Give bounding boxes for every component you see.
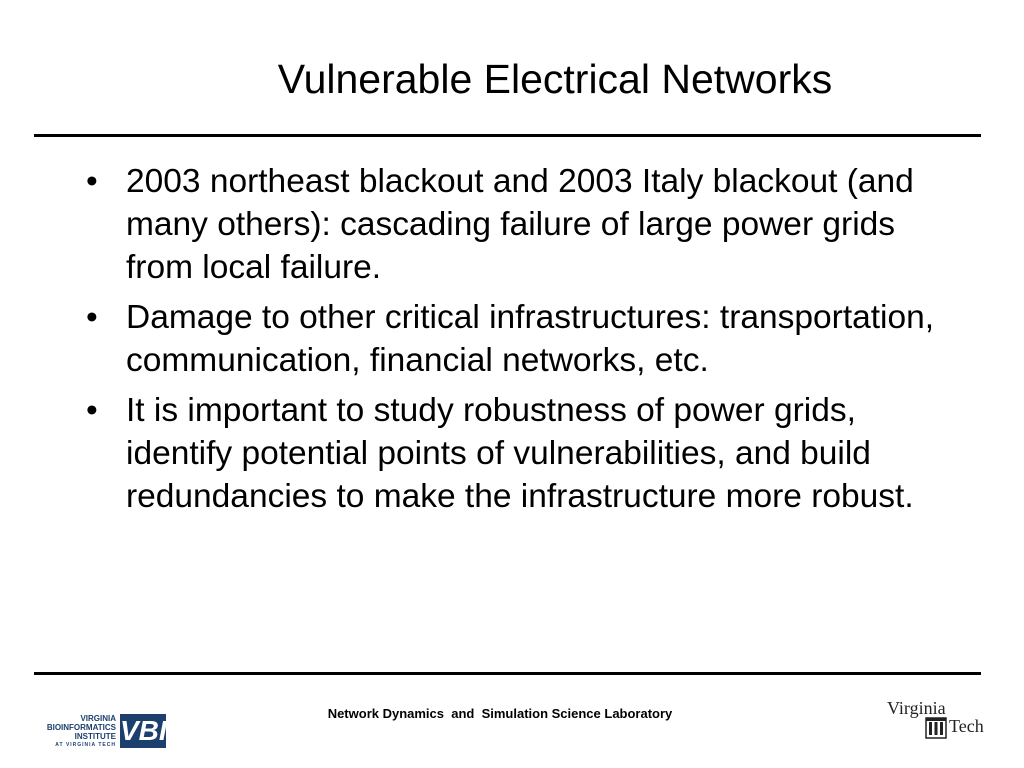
bullet-icon: • xyxy=(86,299,98,336)
bullet-item xyxy=(82,160,952,289)
bullet-text: It is important to study robustness of power grids, identify potential points of vulnerabilities, and build redundancies to make the infrastructure more robust. xyxy=(126,392,914,515)
vt-logo-word: Virginia xyxy=(887,698,946,718)
vbi-logo-line: BIOINFORMATICS xyxy=(46,723,116,732)
slide-title: Vulnerable Electrical Networks xyxy=(277,56,833,102)
vt-emblem-icon xyxy=(925,716,947,740)
vbi-mark: VBI xyxy=(120,715,167,746)
bullet-icon: • xyxy=(86,392,98,429)
bullet-text: 2003 northeast blackout and 2003 Italy blackout (and many others): cascading failure of large power grids from local failure. xyxy=(126,163,914,286)
bullet-item xyxy=(82,389,952,518)
bullet-item xyxy=(82,296,952,382)
vbi-logo xyxy=(24,712,169,752)
vbi-logo-line: VIRGINIA xyxy=(80,714,116,723)
bullet-icon: • xyxy=(86,163,98,200)
bullet-list xyxy=(82,160,952,525)
vbi-logo-subline: AT VIRGINIA TECH xyxy=(55,742,116,748)
bottom-divider xyxy=(34,672,981,675)
bullet-text: Damage to other critical infrastructures: transportation, communication, financial networks, etc. xyxy=(126,299,935,379)
lab-name: Network Dynamics and Simulation Science Laboratory xyxy=(327,706,673,721)
vt-logo-word: Tech xyxy=(949,716,984,736)
virginia-tech-logo xyxy=(885,698,990,746)
top-divider xyxy=(34,134,981,137)
vbi-logo-text xyxy=(24,714,116,749)
vbi-logo-line: INSTITUTE xyxy=(74,732,116,741)
